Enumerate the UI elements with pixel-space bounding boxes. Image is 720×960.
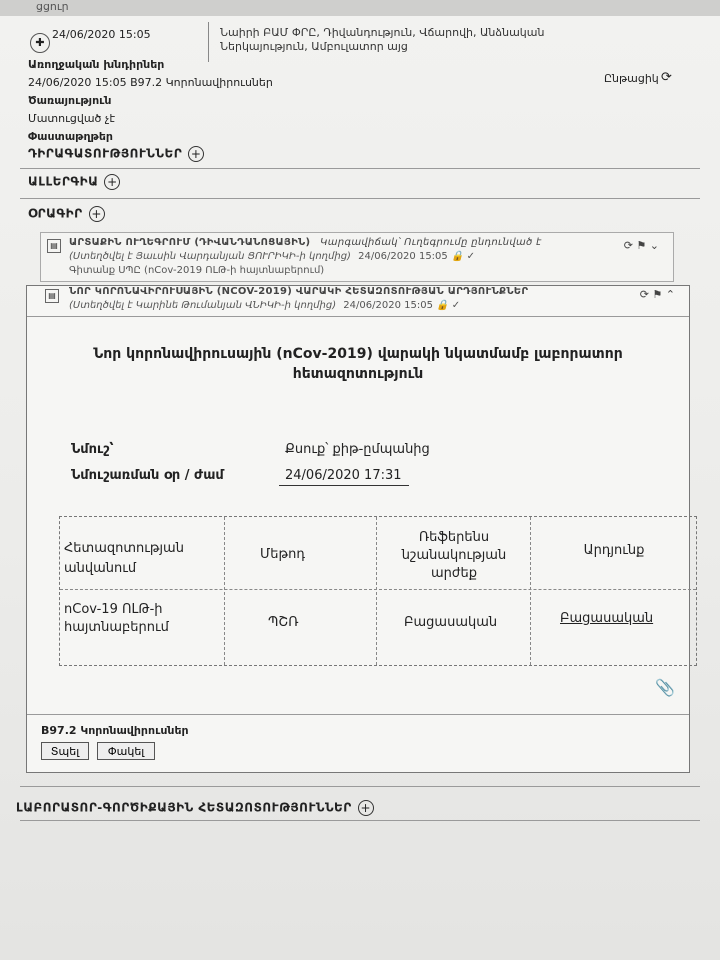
top-fragment: ցցուր	[36, 0, 69, 13]
chevron-down-icon[interactable]: ⌄	[649, 239, 659, 252]
lab-note-title: ՆՈՐ ԿՈՐՈՆԱՎԻՐՈՒՍԱՅԻՆ (NCOV-2019) ՎԱՐԱԿԻ ՀԵՏԱԶՈՏՈՒԹՅԱՆ ԱՐԴՅՈՒՆՔՆԵՐ	[69, 286, 529, 297]
referral-note-tools	[624, 239, 659, 252]
sample-label: Նմուշ՝	[71, 442, 114, 457]
lab-section[interactable]	[16, 800, 374, 816]
refresh-icon[interactable]: ⟳	[639, 288, 649, 301]
document-title: Նոր կորոնավիրուսային (nCov-2019) վարակի նկատմամբ լաբորատոր հետազոտություն	[93, 346, 623, 382]
diagnoses-section[interactable]	[28, 146, 204, 162]
diagnoses-title: ԴԻՐԱԳԱՏՈՒԹՅՈՒՆՆԵՐ	[28, 146, 183, 161]
lock-icon: 🔒	[450, 251, 464, 262]
header-test-name: Հետազոտության անվանում	[64, 541, 184, 576]
header-result: Արդյունք	[583, 543, 645, 558]
patient-visit-type: Ներկայություն, Ամբուլատոր այց	[220, 40, 408, 53]
add-allergy-icon[interactable]: +	[104, 174, 120, 190]
patient-header	[220, 26, 600, 54]
table-col-divider	[224, 517, 225, 665]
sample-datetime-label: Նմուշառման օր / ժամ	[71, 468, 224, 483]
row-reference: Բացասական	[404, 615, 498, 630]
print-button[interactable]: Տպել	[41, 742, 89, 760]
lab-result-note	[26, 285, 690, 773]
divider	[27, 714, 689, 715]
diary-title: ՕՐԱԳԻՐ	[28, 206, 83, 221]
sample-value: Քսուք՝ քիթ-ըմպանից	[285, 442, 430, 457]
add-lab-icon[interactable]: +	[358, 800, 374, 816]
header-method: Մեթոդ	[260, 547, 305, 562]
table-col-divider	[530, 517, 531, 665]
patient-summary	[28, 56, 273, 146]
footer-diagnosis: B97.2 Կորոնավիրուսներ	[41, 724, 189, 737]
divider	[20, 820, 700, 821]
current-label[interactable]: Ընթացիկ	[604, 72, 659, 85]
chevron-up-icon[interactable]: ⌃	[665, 288, 675, 301]
refresh-icon[interactable]: ⟳	[661, 70, 672, 85]
referral-note-title: ԱՐՏԱՔԻՆ ՈՒՂԵԳՐՈՒՄ (ԴԻՎԱՆԴԱՆՈՑԱՅԻՆ) Կարգավիճակ՝ Ուղեգրումը ընդունված է	[69, 237, 542, 248]
service-label: Ծառայություն	[28, 94, 112, 107]
medical-logo-icon: ✚	[30, 33, 50, 53]
allergy-title: ԱԼԼԵՐԳԻԱ	[28, 174, 99, 189]
document-icon: ▤	[45, 289, 59, 303]
results-table	[59, 516, 697, 666]
paperclip-icon[interactable]: 📎	[655, 678, 675, 697]
diary-section[interactable]	[28, 206, 105, 222]
lab-note-tools	[640, 288, 675, 301]
row-test-name: nCov-19 ՈԼԹ-ի հայտնաբերում	[64, 602, 169, 635]
top-band	[0, 0, 720, 16]
service-status: Մատուցված չէ	[28, 112, 115, 125]
allergy-section[interactable]	[28, 174, 120, 190]
lab-section-title: ԼԱԲՈՐԱՏՈՐ-ԳՈՐԾԻՔԱՅԻՆ ՀԵՏԱԶՈՏՈՒԹՅՈՒՆՆԵՐ	[16, 800, 352, 815]
row-method: ՊՇՌ	[268, 615, 299, 630]
sample-datetime-value: 24/06/2020 17:31	[285, 468, 402, 483]
row-result: Բացասական	[560, 611, 654, 626]
refresh-icon[interactable]: ⟳	[623, 239, 633, 252]
check-icon: ✓	[448, 300, 461, 311]
table-row-divider	[60, 589, 696, 590]
close-button[interactable]: Փակել	[97, 742, 155, 760]
patient-name: Նաիրի ԲԱՄ ՓՐԸ, Դիվանդություն, Վճարովի, Անձնական	[220, 26, 545, 39]
flag-icon[interactable]: ⚑	[652, 288, 663, 301]
divider	[20, 198, 700, 199]
divider	[27, 316, 689, 317]
check-icon: ✓	[463, 251, 475, 262]
lock-icon: 🔒	[436, 300, 449, 311]
divider	[20, 168, 700, 169]
referral-note-author: (Ստեղծվել է Յաւսին Վարդանյան ՑՈՒՐԻԿԻ-ի կողմից) 24/06/2020 15:05 🔒 ✓	[69, 251, 475, 262]
flag-icon[interactable]: ⚑	[636, 239, 647, 252]
referral-note-target: Գիտանք ՍՊԸ (nCov-2019 ՈԼԹ-ի հայտնաբերում)	[69, 265, 325, 276]
referral-note[interactable]	[40, 232, 674, 282]
header-reference: Ռեֆերենս նշանակության արժեք	[401, 530, 507, 581]
datetime-underline	[279, 485, 409, 486]
documents-label: Փաստաթղթեր	[28, 130, 113, 143]
add-diagnosis-icon[interactable]: +	[188, 146, 204, 162]
table-col-divider	[376, 517, 377, 665]
diagnosis-entry: 24/06/2020 15:05 B97.2 Կորոնավիրուսներ	[28, 76, 273, 89]
referral-note-icon: ▤	[47, 239, 61, 253]
divider	[20, 786, 700, 787]
lab-note-author: (Ստեղծվել է Կարինե Թումանյան ՎՆԻԿԻ-ի կողմից) 24/06/2020 15:05 🔒 ✓	[69, 300, 461, 311]
header-date: 24/06/2020 15:05	[52, 28, 151, 41]
add-diary-icon[interactable]: +	[89, 206, 105, 222]
health-problems-label: Առողջական խնդիրներ	[28, 58, 165, 71]
